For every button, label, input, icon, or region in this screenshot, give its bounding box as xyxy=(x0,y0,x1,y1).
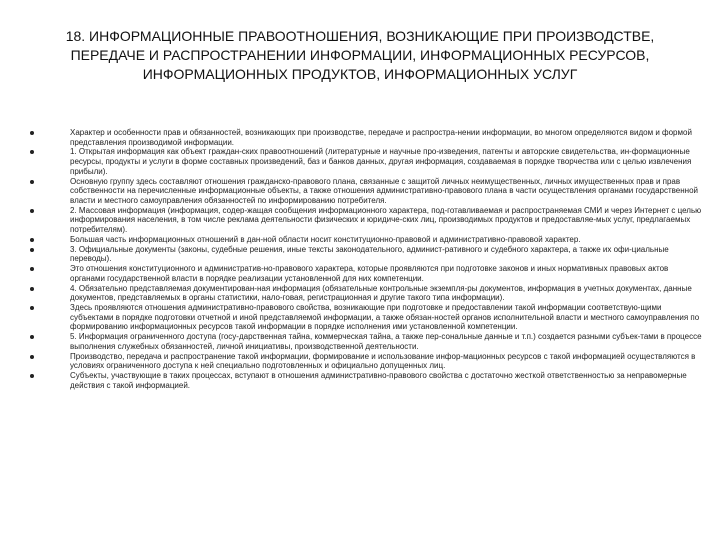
bullet-text: Большая часть информационных отношений в дан-ной области носит конституционно-правовой и административно-правовой характер. xyxy=(70,234,581,244)
bullet-icon xyxy=(30,209,34,213)
bullet-item xyxy=(30,235,702,245)
bullet-icon xyxy=(30,150,34,154)
bullet-text: Основную группу здесь составляют отношения гражданско-правового плана, связанные с защитой личных неимущественных, личных имущественных прав и прав собственности на перечисленные информационные объекты, а также отношения административно-правового плана в части осуществления органами государственной власти и местного самоуправления обязанностей по информированию потребителя. xyxy=(70,176,698,205)
bullet-item xyxy=(30,206,702,235)
bullet-item xyxy=(30,303,702,332)
bullet-text: 1. Открытая информация как объект граждан-ских правоотношений (литературные и научные про-изведения, патенты и авторские свидетельства, ин-формационные ресурсы, продукты и услуги в форме составных произведений, баз и банков данных, другая информация, создаваемая в порядке творчества или с целью извлечения прибыли). xyxy=(70,147,692,176)
bullet-icon xyxy=(30,335,34,339)
bullet-item xyxy=(30,128,702,147)
bullet-text: Производство, передача и распространение такой информации, формирование и использование инфор-мационных ресурсов с такой информацией осуществляются в условиях ограниченного доступа к ней специально подготовленных и официально допущенных лиц. xyxy=(70,351,696,371)
bullet-item xyxy=(30,177,702,206)
slide-title: 18. ИНФОРМАЦИОННЫЕ ПРАВООТНОШЕНИЯ, ВОЗНИКАЮЩИЕ ПРИ ПРОИЗВОДСТВЕ, ПЕРЕДАЧЕ И РАСПРОСТРАНЕНИИ ИНФОРМАЦИИ, ИНФОРМАЦИОННЫХ РЕСУРСОВ, ИНФОРМАЦИОННЫХ ПРОДУКТОВ, ИНФОРМАЦИОННЫХ УСЛУГ xyxy=(65,28,655,82)
bullet-text: 4. Обязательно представляемая документирован-ная информация (обязательные контрольные экземпля-ры документов, информация в учетных документах, данные документов, представляемых в органы статистики, нало-говая, регистрационная и другие такого типа информации). xyxy=(70,283,692,303)
bullet-text: Это отношения конституционного и административ-но-правового характера, которые проявляются при подготовке законов и иных нормативных правовых актов органами государственной власти в порядке реализации установленной для них компетенции. xyxy=(70,264,669,283)
bullet-item xyxy=(30,147,702,176)
bullet-text: 3. Официальные документы (законы, судебные решения, иные тексты законодательного, админист-ративного и судебного характера, а также их офи-циальные переводы). xyxy=(70,244,669,264)
bullet-item xyxy=(30,264,702,283)
bullet-item xyxy=(30,371,702,390)
bullet-item xyxy=(30,245,702,264)
bullet-icon xyxy=(30,267,34,271)
bullet-item xyxy=(30,332,702,351)
bullet-icon xyxy=(30,374,34,378)
bullet-item xyxy=(30,352,702,371)
bullet-icon xyxy=(30,287,34,291)
bullet-list xyxy=(30,128,702,391)
bullet-icon xyxy=(30,131,34,135)
bullet-item xyxy=(30,284,702,303)
bullet-icon xyxy=(30,306,34,310)
bullet-text: Здесь проявляются отношения административно-правового свойства, возникающие при подготовке и предоставлении такой информации соответствую-щими субъектами в порядке подготовки отчетной и иной представляемой информации, а также обязан-ностей органов исполнительной власти и местного самоуправления по формированию информационных ресурсов такой информации в порядке исполнения ими установленной компетенции. xyxy=(70,303,700,332)
bullet-icon xyxy=(30,248,34,252)
bullet-icon xyxy=(30,180,34,184)
bullet-text: 2. Массовая информация (информация, содер-жащая сообщения информационного характера, под-готавливаемая и распространяемая СМИ и через Интернет с целью информирования населения, в том числе реклама деятельности физических и юридиче-ских лиц, производимых продуктов и предоставляе-мых услуг, предлагаемых потребителям). xyxy=(70,205,702,234)
bullet-icon xyxy=(30,355,34,359)
bullet-text: 5. Информация ограниченного доступа (госу-дарственная тайна, коммерческая тайна, а также пер-сональные данные и т.п.) создается разными субъек-тами в процессе выполнения служебных обязанностей, личной инициативы, производственной деятельности. xyxy=(70,332,702,351)
bullet-text: Субъекты, участвующие в таких процессах, вступают в отношения административно-правового свойства с достаточно жесткой ответственностью за неправомерные действия с такой информацией. xyxy=(70,371,687,390)
bullet-text: Характер и особенности прав и обязанностей, возникающих при производстве, передаче и распростра-нении информации, во многом определяются видом и формой представления производимой информации. xyxy=(70,128,692,147)
bullet-icon xyxy=(30,238,34,242)
